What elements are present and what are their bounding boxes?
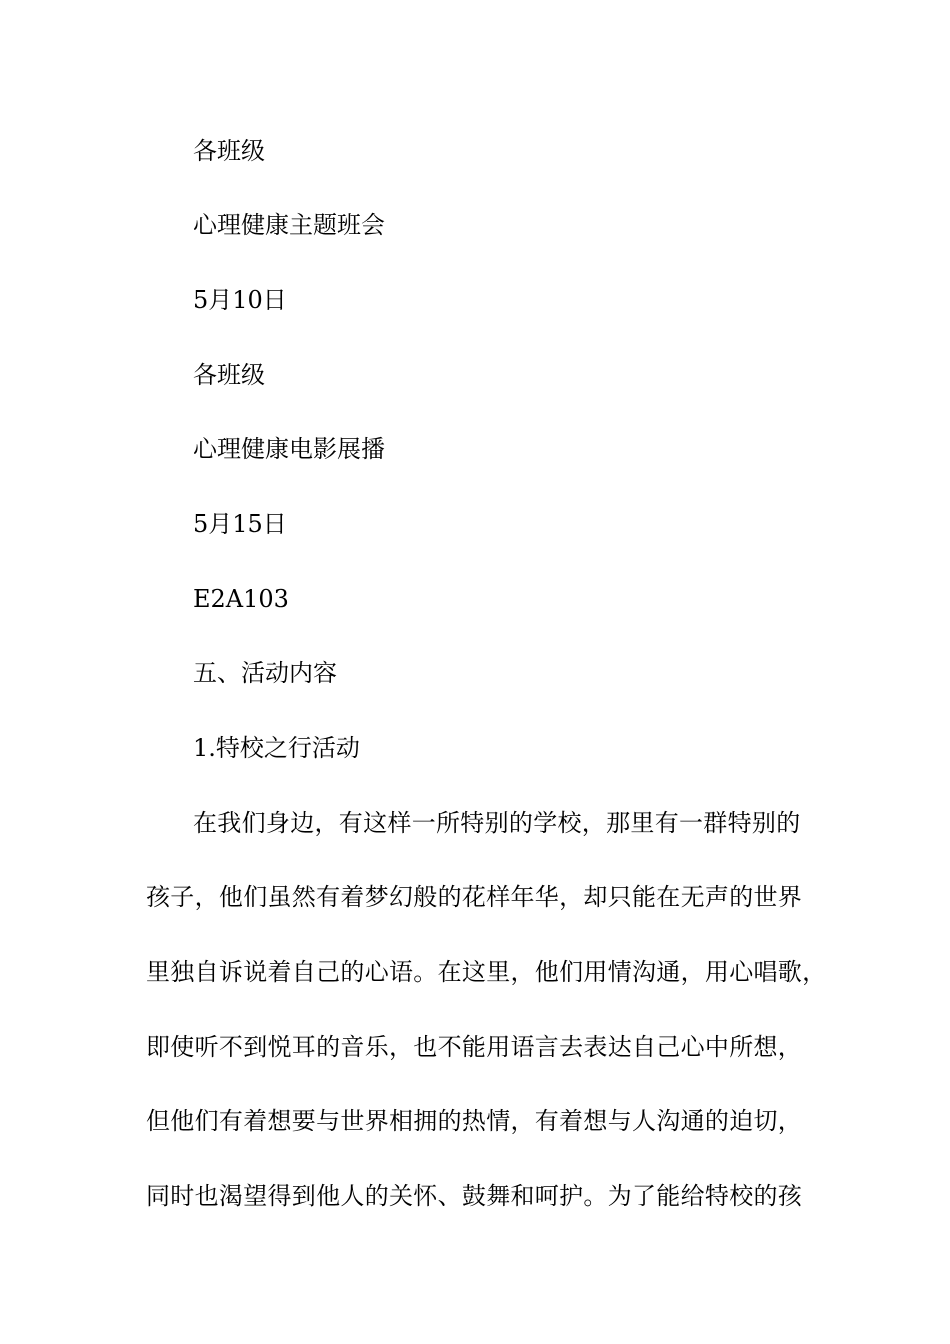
table-cell-location-2: 各班级 — [193, 361, 265, 389]
table-cell-date-1: 5月10日 — [193, 286, 287, 314]
table-cell-location-1: 各班级 — [193, 137, 265, 165]
paragraph-line: 即使听不到悦耳的音乐，也不能用语言去表达自己心中所想， — [146, 1033, 803, 1061]
table-cell-date-2: 5月15日 — [193, 510, 287, 538]
section-heading: 五、活动内容 — [193, 659, 337, 687]
table-cell-activity-1: 心理健康主题班会 — [193, 211, 385, 239]
table-cell-activity-2: 心理健康电影展播 — [193, 435, 385, 463]
paragraph-line: 孩子，他们虽然有着梦幻般的花样年华，却只能在无声的世界 — [146, 883, 803, 911]
paragraph-line: 但他们有着想要与世界相拥的热情，有着想与人沟通的迫切， — [146, 1107, 803, 1135]
paragraph-line: 里独自诉说着自己的心语。在这里，他们用情沟通，用心唱歌， — [146, 958, 827, 986]
paragraph-line: 在我们身边，有这样一所特别的学校，那里有一群特别的 — [193, 809, 801, 837]
table-cell-location-3: E2A103 — [193, 585, 289, 613]
subsection-heading: 1.特校之行活动 — [193, 734, 360, 762]
paragraph-line: 同时也渴望得到他人的关怀、鼓舞和呵护。为了能给特校的孩 — [146, 1182, 803, 1210]
